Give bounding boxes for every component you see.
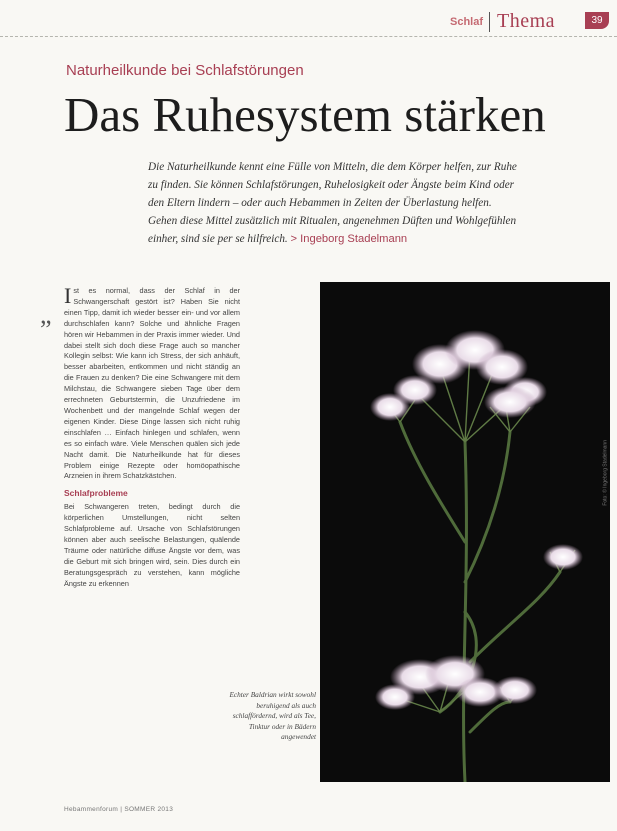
photo-credit: Foto: © Ingeborg Stadelmann <box>603 440 609 506</box>
body-paragraph <box>64 502 240 589</box>
section-label: Schlaf <box>450 16 484 28</box>
valerian-photo <box>320 282 610 782</box>
topic-label: Thema <box>497 10 556 32</box>
page-number-badge: 39 <box>585 12 609 29</box>
article-title: Das Ruhesystem stärken <box>64 87 546 142</box>
article-body <box>64 283 240 595</box>
body-paragraph <box>64 283 240 482</box>
header-rule <box>0 36 617 37</box>
lead-text: Die Naturheilkunde kennt eine Fülle von Mitteln, die dem Körper helfen, zur Ruhe zu finden. Sie können Schlafstörungen, Ruhelosigkeit oder Ängste beim Kind oder den Eltern lindern – oder auch Hebammen in Zeiten der Überlastung helfen. Gehen diese Mittel zusätzlich mit Ritualen, angenehmen Düften und Wohlgefühlen einher, sind sie per se hilfreich. <box>148 161 517 245</box>
body-subheading: Schlafprobleme <box>64 488 128 499</box>
page-footer: Hebammenforum | SOMMER 2013 <box>64 806 174 813</box>
opening-quote-mark: „ <box>40 300 52 329</box>
header-divider <box>489 12 490 32</box>
paragraph-text: st es normal, dass der Schlaf in der Schwangerschaft gestört ist? Haben Sie nicht einen Tipp, damit ich wieder besser ein- und vor allem durchschlafen kann? Solche und ähnliche Fragen hören wir Hebammen in der Praxis immer wieder. Und dabei stellt sich doch diese Frage auch so mancher Kollegin selbst: Wie kann ich Stress, der sich anhäuft, besser abarbeiten, entkommen und nicht ständig an die Frauen zu denken? Die eine Schwangere mit dem Milchstau, die Schwangere sieben Tage über dem errechneten Geburtstermin, die Unzufriedene im Wochenbett und der mangelnde Schlaf wegen der eigenen Kinder. Diese Dinge lassen sich nicht ruhig einschlafen … Einfach hinlegen und schlafen, wenn es so einfach wäre. Viele Menschen quälen sich jede Nacht damit. Die Naturheilkunde hat für dieses Problem einige Rezepte oder homöopathische Arzneien in ihrem Schatzkästchen. <box>64 286 240 481</box>
paragraph-text: Bei Schwangeren treten, bedingt durch die körperlichen Umstellungen, nicht selten Schlafprobleme auf. Ursache von Schlafstörungen können aber auch seelische Belastungen, quälende Träume oder natürliche diffuse Ängste vor dem, was die Geburt mit sich bringen wird, sein. Dies durch ein Beratungsgespräch zu verstehen, kann mögliche Ängste zu erkennen <box>64 502 240 588</box>
author-byline: > Ingeborg Stadelmann <box>290 233 408 245</box>
article-lead <box>148 158 520 248</box>
article-kicker: Naturheilkunde bei Schlafstörungen <box>66 62 304 79</box>
drop-cap: I <box>64 283 72 308</box>
photo-caption: Echter Baldrian wirkt sowohl beruhigend als auch schlaffördernd, wird als Tee, Tinktur oder in Bädern angewendet <box>229 690 316 741</box>
